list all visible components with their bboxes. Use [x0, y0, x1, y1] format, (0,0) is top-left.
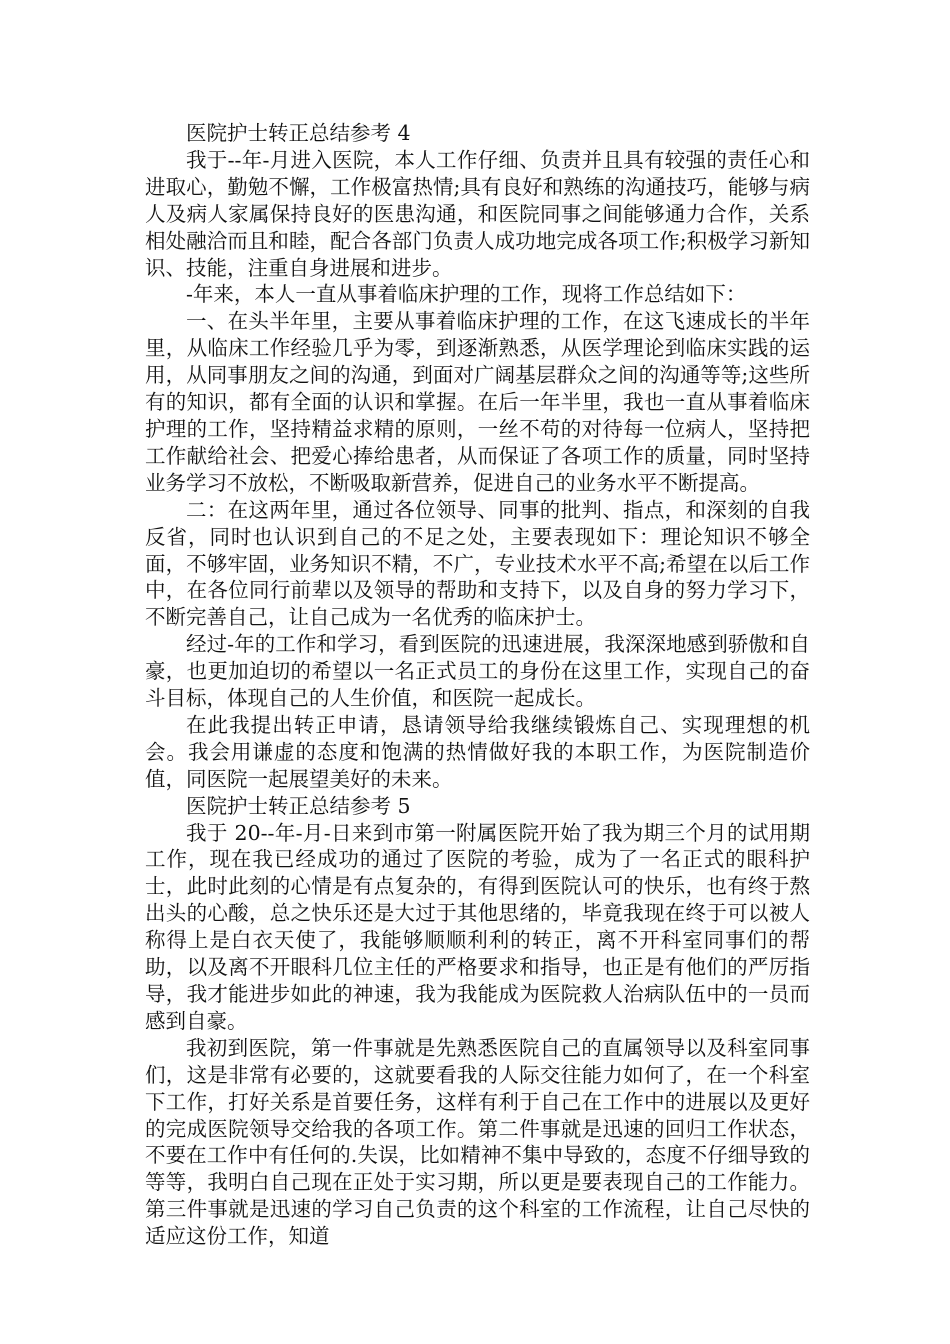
section-4-paragraph-1: 我于--年-月进入医院，本人工作仔细、负责并且具有较强的责任心和进取心，勤勉不懈，工作极富热情;具有良好和熟练的沟通技巧，能够与病人及病人家属保持良好的医患沟通，和医院同事之间能够通力合作，关系相处融洽而且和睦，配合各部门负责人成功地完成各项工作;积极学习新知识、技能，注重自身进展和进步。	[145, 147, 810, 280]
section-4-heading: 医院护士转正总结参考 4	[186, 121, 411, 145]
section-4-paragraph-5: 经过-年的工作和学习，看到医院的迅速进展，我深深地感到骄傲和自豪，也更加迫切的希望以一名正式员工的身份在这里工作，实现自己的奋斗目标，体现自己的人生价值，和医院一起成长。	[145, 632, 810, 711]
section-4-paragraph-4: 二：在这两年里，通过各位领导、同事的批判、指点，和深刻的自我反省，同时也认识到自己的不足之处，主要表现如下：理论知识不够全面，不够牢固，业务知识不精，不广，专业技术水平不高;希望在以后工作中，在各位同行前辈以及领导的帮助和支持下，以及自身的努力学习下，不断完善自己，让自己成为一名优秀的临床护士。	[145, 497, 810, 630]
section-4-paragraph-3: 一、在头半年里，主要从事着临床护理的工作，在这飞速成长的半年里，从临床工作经验几乎为零，到逐渐熟悉，从医学理论到临床实践的运用，从同事朋友之间的沟通，到面对广阔基层群众之间的沟通等等;这些所有的知识，都有全面的认识和掌握。在后一年半里，我也一直从事着临床护理的工作，坚持精益求精的原则，一丝不苟的对待每一位病人，坚持把工作献给社会、把爱心捧给患者，从而保证了各项工作的质量，同时坚持业务学习不放松，不断吸取新营养，促进自己的业务水平不断提高。	[145, 309, 810, 495]
section-5-heading: 医院护士转正总结参考 5	[186, 793, 411, 818]
section-4-paragraph-6: 在此我提出转正申请，恳请领导给我继续锻炼自己、实现理想的机会。我会用谦虚的态度和饱满的热情做好我的本职工作，为医院制造价值，同医院一起展望美好的未来。	[145, 712, 810, 791]
section-5-paragraph-2: 我初到医院，第一件事就是先熟悉医院自己的直属领导以及科室同事们，这是非常有必要的，这就要看我的人际交往能力如何了，在一个科室下工作，打好关系是首要任务，这样有利于自己在工作中的进展以及更好的完成医院领导交给我的各项工作。第二件事就是迅速的回归工作状态，不要在工作中有任何的.失误，比如精神不集中导致的，态度不仔细导致的等等，我明白自己现在正处于实习期，所以更是要表现自己的工作能力。第三件事就是迅速的学习自己负责的这个科室的工作流程，让自己尽快的适应这份工作，知道	[145, 1035, 810, 1249]
section-5-paragraph-1: 我于 20--年-月-日来到市第一附属医院开始了我为期三个月的试用期工作，现在我已经成功的通过了医院的考验，成为了一名正式的眼科护士，此时此刻的心情是有点复杂的，有得到医院认可的快乐，也有终于熬出头的心酸，总之快乐还是大过于其他思绪的，毕竟我现在终于可以被人称得上是白衣天使了，我能够顺顺利利的转正，离不开科室同事们的帮助，以及离不开眼科几位主任的严格要求和指导，也正是有他们的严厉指导，我才能进步如此的神速，我为我能成为医院救人治病队伍中的一员而感到自豪。	[145, 820, 810, 1033]
section-4-paragraph-2: -年来，本人一直从事着临床护理的工作，现将工作总结如下：	[186, 282, 747, 307]
document-body	[145, 120, 810, 1250]
